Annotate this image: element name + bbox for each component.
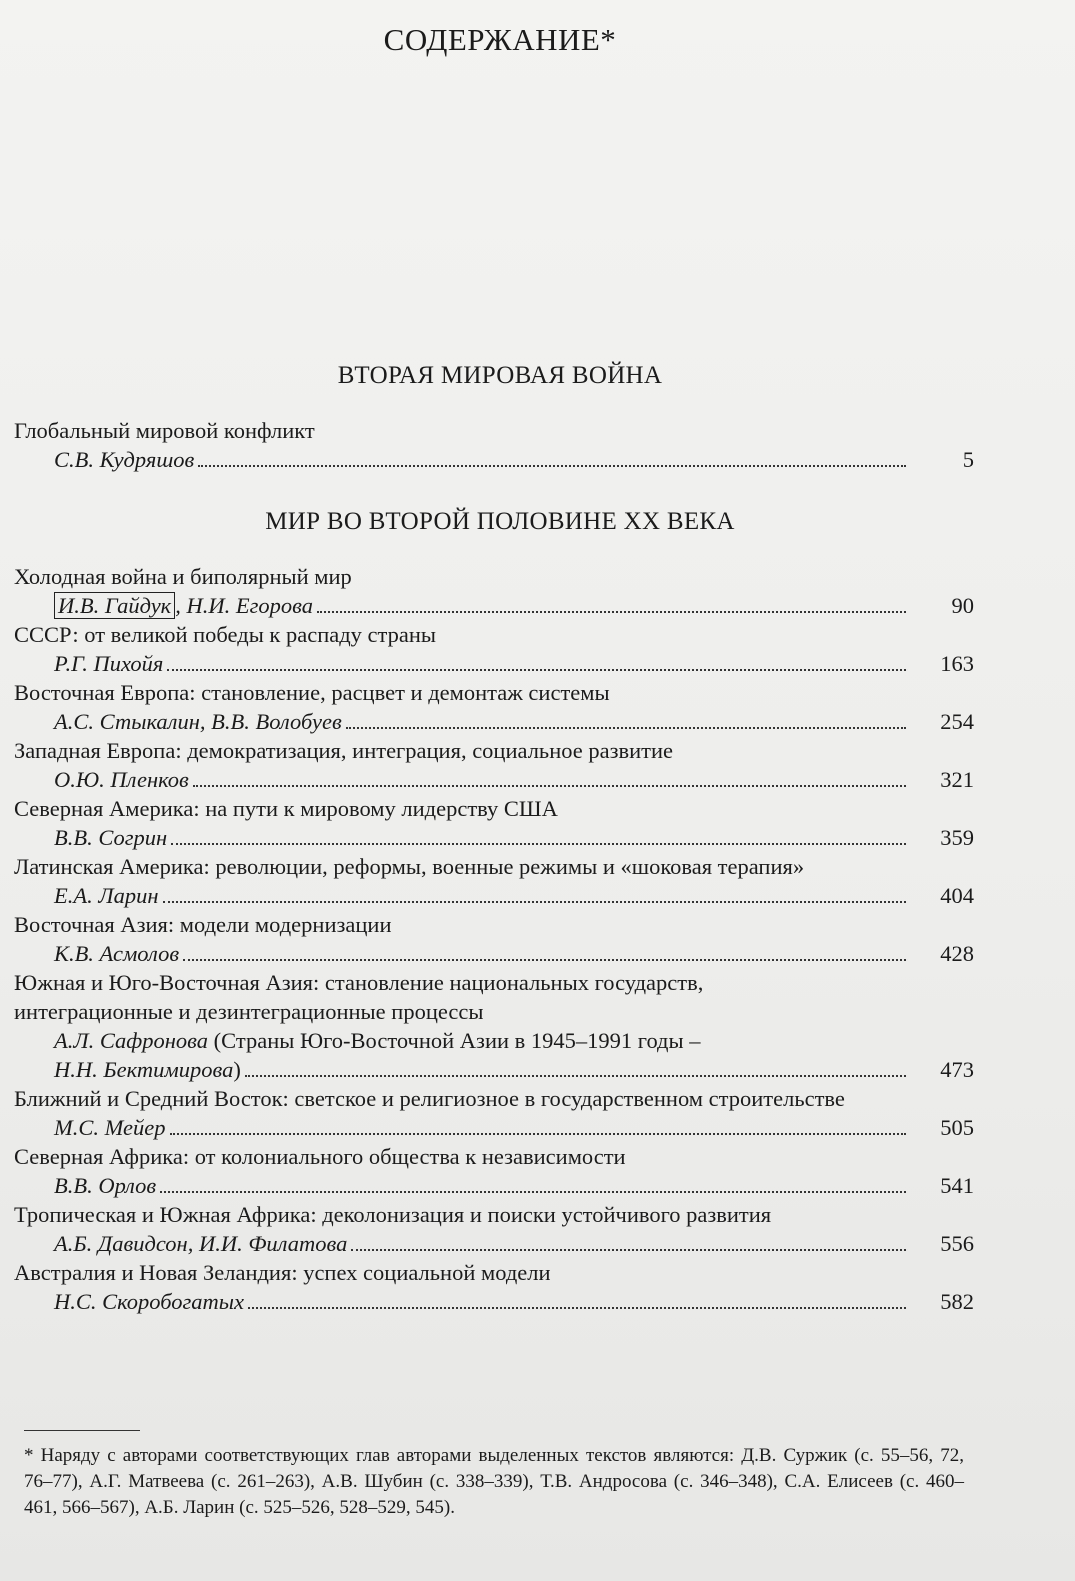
toc-entry[interactable] [14,968,974,1084]
toc-entry-page[interactable]: 163 [940,651,974,676]
toc-entry-line [14,1171,974,1200]
section-heading: МИР ВО ВТОРОЙ ПОЛОВИНЕ XX ВЕКА [265,508,735,535]
toc-entry-line [14,765,974,794]
toc-entry-authors: К.В. Асмолов [54,941,180,966]
toc-entry[interactable] [14,794,974,852]
toc-entry-authors: Р.Г. Пихойя [54,651,164,676]
toc-entry-line [14,649,974,678]
dot-leader [351,1248,906,1251]
toc-entry-page[interactable]: 359 [940,825,974,850]
toc-entry-line [14,1113,974,1142]
dot-leader [248,1306,906,1309]
toc-entry-page[interactable]: 404 [940,883,974,908]
toc-entry[interactable] [14,736,974,794]
toc-section [14,562,974,1316]
section-heading: ВТОРАЯ МИРОВАЯ ВОЙНА [337,362,663,389]
toc-entry-title: Тропическая и Южная Африка: деколонизация и поиски устойчивого развития [14,1202,772,1227]
toc-entry-authors: Е.А. Ларин [54,883,159,908]
toc-entry-page[interactable]: 505 [940,1115,974,1140]
toc-entry-title: Холодная война и биполярный мир [14,564,352,589]
toc-entry-authors: А.Б. Давидсон, И.И. Филатова [54,1231,348,1256]
toc-entry[interactable] [14,562,974,620]
dot-leader [160,1190,906,1193]
toc-entry-title: Восточная Европа: становление, расцвет и демонтаж системы [14,680,610,705]
toc-entry-authors: О.Ю. Пленков [54,767,189,792]
dot-leader [171,842,906,845]
toc-entry-title: Ближний и Средний Восток: светское и религиозное в государственном строительстве [14,1086,845,1111]
toc-entry-page[interactable]: 541 [940,1173,974,1198]
toc-entry-authors: А.С. Стыкалин, В.В. Волобуев [54,709,342,734]
footnote-divider [24,1430,140,1431]
toc-entry-line [14,823,974,852]
highlighted-author: И.В. Гайдук [54,592,175,619]
toc-entry-line [14,939,974,968]
toc-entry[interactable] [14,678,974,736]
toc-entry-title: Западная Европа: демократизация, интеграция, социальное развитие [14,738,674,763]
toc-entry-line [14,591,974,620]
toc-entry-line [14,881,974,910]
toc-entry-line [14,1229,974,1258]
toc-entry-authors: В.В. Орлов [54,1173,157,1198]
toc-entry-page[interactable]: 321 [940,767,974,792]
toc-entry-page[interactable]: 5 [962,447,974,472]
author-name: Н.Н. Бектимирова [54,1057,234,1082]
dot-leader [245,1074,906,1077]
toc-entry-title: Австралия и Новая Зеландия: успех социальной модели [14,1260,551,1285]
toc-entry-title: СССР: от великой победы к распаду страны [14,622,437,647]
toc-entry-title: Глобальный мировой конфликт [14,418,315,443]
toc-entry-line [14,445,974,474]
dot-leader [167,668,906,671]
toc-entry[interactable] [14,852,974,910]
toc-entry-page[interactable]: 90 [951,593,974,618]
dot-leader [198,464,906,467]
toc-entry[interactable] [14,1200,974,1258]
toc-entry[interactable] [14,1142,974,1200]
dot-leader [346,726,906,729]
dot-leader [183,958,906,961]
toc-entry-line [14,1055,974,1084]
toc-entry-authors: М.С. Мейер [54,1115,166,1140]
toc-entry-title: Северная Африка: от колониального общества к независимости [14,1144,626,1169]
page-title: СОДЕРЖАНИЕ* [383,22,617,57]
toc-section [14,416,974,474]
toc-entry-authors [14,1055,241,1084]
toc-entry-authors [14,1026,700,1055]
toc-entry-page[interactable]: 582 [940,1289,974,1314]
toc-entry-authors [14,591,313,620]
dot-leader [163,900,906,903]
toc-entry-title: Восточная Азия: модели модернизации [14,912,392,937]
toc-entry[interactable] [14,1258,974,1316]
dot-leader [170,1132,906,1135]
toc-entry[interactable] [14,620,974,678]
author-note-end: ) [233,1057,241,1082]
author-name: А.Л. Сафронова [54,1028,209,1053]
toc-entry-page[interactable]: 473 [940,1057,974,1082]
toc-entry-title: Северная Америка: на пути к мировому лидерству США [14,796,558,821]
toc-entry[interactable] [14,910,974,968]
author-rest: , Н.И. Егорова [175,593,313,618]
toc-entry-title: Латинская Америка: революции, реформы, военные режимы и «шоковая терапия» [14,854,805,879]
toc-entry[interactable] [14,1084,974,1142]
toc-entry-page[interactable]: 556 [940,1231,974,1256]
toc-entry-line [14,1287,974,1316]
footnote: * Наряду с авторами соответствующих глав авторами выделенных текстов являются: Д.В. Суржик (с. 55–56, 72, 76–77), А.Г. Матвеева (с. 261–263), А.В. Шубин (с. 338–339), Т.В. Андросова (с. 346–348), С.А. Елисеев (с. 460–461, 566–567), А.Б. Ларин (с. 525–526, 528–529, 545). [24,1445,964,1518]
toc-entry-authors: Н.С. Скоробогатых [54,1289,245,1314]
toc-entry-page[interactable]: 428 [940,941,974,966]
toc-entry[interactable] [14,416,974,474]
author-note: (Страны Юго-Восточной Азии в 1945–1991 годы – [208,1028,701,1053]
toc-entry-authors: В.В. Согрин [54,825,168,850]
toc-entry-title: Южная и Юго-Восточная Азия: становление национальных государств, интеграционные и дезинтеграционные процессы [14,970,704,1024]
toc-entry-line [14,707,974,736]
dot-leader [193,784,906,787]
dot-leader [317,610,906,613]
toc-entry-line [14,1026,974,1055]
toc-entry-authors: С.В. Кудряшов [54,447,195,472]
toc-entry-page[interactable]: 254 [940,709,974,734]
